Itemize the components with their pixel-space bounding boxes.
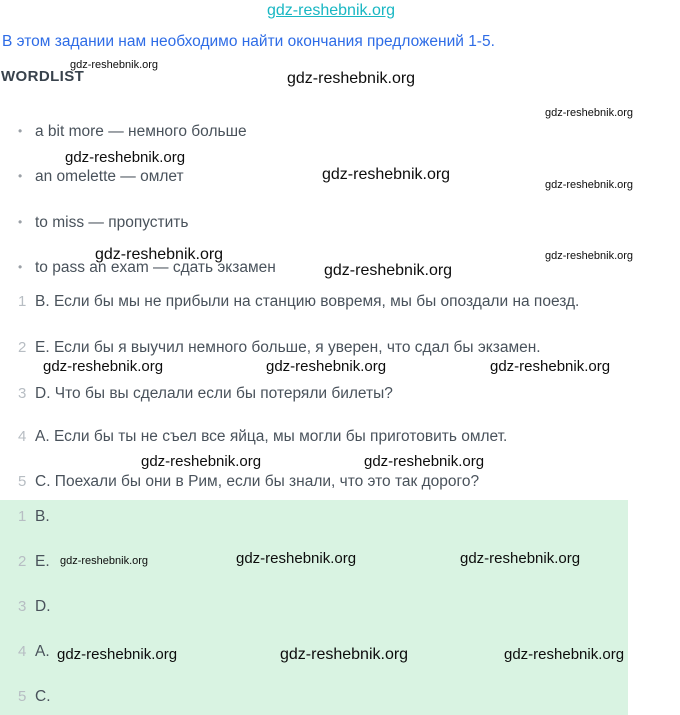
watermark-text: gdz-reshebnik.org bbox=[43, 358, 164, 375]
bullet-icon: • bbox=[18, 215, 23, 229]
task-number: 5 bbox=[18, 473, 27, 490]
answer-number: 3 bbox=[18, 598, 27, 615]
watermark-text: gdz-reshebnik.org bbox=[322, 166, 451, 183]
watermark-link[interactable]: gdz-reshebnik.org bbox=[267, 2, 396, 19]
task-description: В этом задании нам необходимо найти окончания предложений 1-5. bbox=[2, 33, 495, 50]
watermark-text: gdz-reshebnik.org bbox=[60, 555, 149, 567]
watermark-text: gdz-reshebnik.org bbox=[65, 149, 186, 166]
task-row bbox=[18, 428, 507, 446]
answer-row bbox=[18, 553, 50, 571]
answer-row bbox=[18, 688, 51, 706]
watermark-text: gdz-reshebnik.org bbox=[287, 70, 416, 87]
task-row bbox=[18, 339, 541, 357]
task-text: A. Если бы ты не съел все яйца, мы могли бы приготовить омлет. bbox=[35, 428, 508, 445]
bullet-icon: • bbox=[18, 260, 23, 274]
watermark-text: gdz-reshebnik.org bbox=[324, 262, 453, 279]
answer-row bbox=[18, 643, 50, 661]
bullet-icon: • bbox=[18, 169, 23, 183]
watermark-text: gdz-reshebnik.org bbox=[545, 250, 634, 262]
task-text: B. Если бы мы не прибыли на станцию вовремя, мы бы опоздали на поезд. bbox=[35, 293, 580, 310]
wordlist-entry: an omelette — омлет bbox=[35, 168, 184, 185]
list-item bbox=[18, 168, 184, 186]
task-row bbox=[18, 385, 393, 403]
list-item bbox=[18, 259, 276, 277]
task-text: C. Поехали бы они в Рим, если бы знали, что это так дорого? bbox=[35, 473, 480, 490]
watermark-text: gdz-reshebnik.org bbox=[70, 59, 159, 71]
list-item bbox=[18, 214, 189, 232]
task-row bbox=[18, 293, 579, 311]
answer-text: B. bbox=[35, 508, 50, 525]
watermark-text: gdz-reshebnik.org bbox=[545, 179, 634, 191]
watermark-text: gdz-reshebnik.org bbox=[280, 646, 409, 663]
answer-number: 1 bbox=[18, 508, 27, 525]
task-row bbox=[18, 473, 479, 491]
task-number: 3 bbox=[18, 385, 27, 402]
watermark-text: gdz-reshebnik.org bbox=[460, 550, 581, 567]
wordlist-entry: to miss — пропустить bbox=[35, 214, 189, 231]
wordlist-heading: WORDLIST bbox=[1, 68, 85, 85]
answer-text: C. bbox=[35, 688, 51, 705]
answer-number: 2 bbox=[18, 553, 27, 570]
watermark-text: gdz-reshebnik.org bbox=[490, 358, 611, 375]
answer-row bbox=[18, 598, 51, 616]
wordlist-entry: to pass an exam — сдать экзамен bbox=[35, 259, 276, 276]
task-text: E. Если бы я выучил немного больше, я уверен, что сдал бы экзамен. bbox=[35, 339, 541, 356]
task-number: 1 bbox=[18, 293, 27, 310]
task-number: 2 bbox=[18, 339, 27, 356]
watermark-text: gdz-reshebnik.org bbox=[545, 107, 634, 119]
wordlist-entry: a bit more — немного больше bbox=[35, 123, 247, 140]
answer-number: 5 bbox=[18, 688, 27, 705]
watermark-text: gdz-reshebnik.org bbox=[141, 453, 262, 470]
answer-text: A. bbox=[35, 643, 50, 660]
watermark-text: gdz-reshebnik.org bbox=[236, 550, 357, 567]
watermark-text: gdz-reshebnik.org bbox=[95, 246, 224, 263]
answer-text: D. bbox=[35, 598, 51, 615]
answer-number: 4 bbox=[18, 643, 27, 660]
task-text: D. Что бы вы сделали если бы потеряли билеты? bbox=[35, 385, 393, 402]
watermark-text: gdz-reshebnik.org bbox=[57, 646, 178, 663]
answer-text: E. bbox=[35, 553, 50, 570]
task-number: 4 bbox=[18, 428, 27, 445]
watermark-text: gdz-reshebnik.org bbox=[266, 358, 387, 375]
answer-row bbox=[18, 508, 50, 526]
list-item bbox=[18, 123, 247, 141]
bullet-icon: • bbox=[18, 124, 23, 138]
watermark-text: gdz-reshebnik.org bbox=[364, 453, 485, 470]
watermark-text: gdz-reshebnik.org bbox=[504, 646, 625, 663]
answers-panel bbox=[0, 500, 628, 715]
